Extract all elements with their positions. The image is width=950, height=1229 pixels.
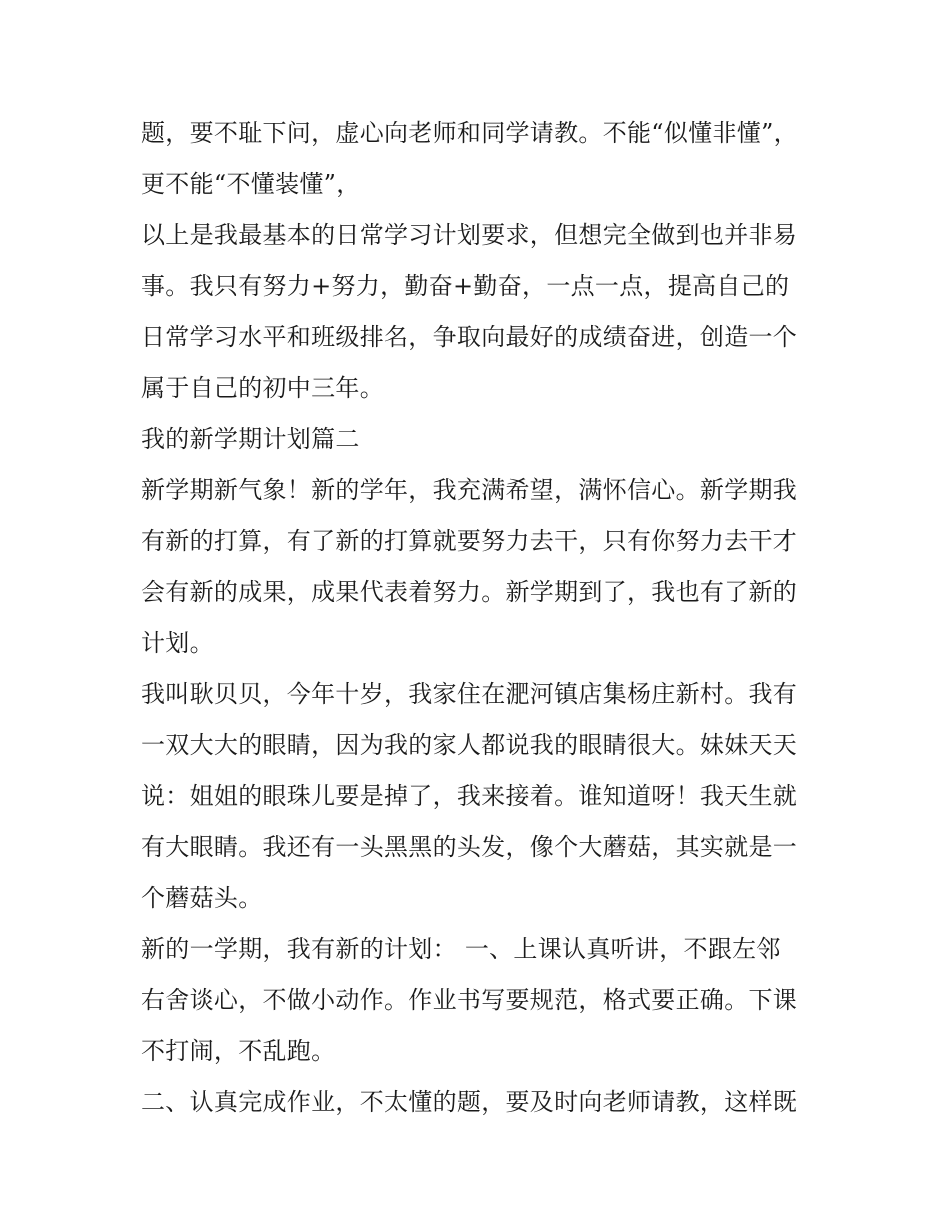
text-line: 日常学习水平和班级排名，争取向最好的成绩奋进，创造一个 [141,323,798,351]
text-line: 事。我只有努力+努力，勤奋+勤奋，一点一点，提高自己的 [141,272,790,300]
text-line: 有新的打算，有了新的打算就要努力去干，只有你努力去干才 [141,527,798,555]
text-line: 有大眼睛。我还有一头黑黑的头发，像个大蘑菇，其实就是一 [141,833,798,861]
text-line: 会有新的成果，成果代表着努力。新学期到了，我也有了新的 [141,578,798,606]
text-line: 计划。 [141,629,214,657]
text-line: 一双大大的眼睛，因为我的家人都说我的眼睛很大。妹妹天天 [141,731,798,759]
text-line: 更不能“不懂装懂”， [141,170,361,198]
text-line: 新的一学期，我有新的计划： 一、上课认真听讲，不跟左邻 [141,935,781,963]
section-heading: 我的新学期计划篇二 [141,425,360,453]
document-body [141,108,821,1128]
text-line: 右舍谈心，不做小动作。作业书写要规范，格式要正确。下课 [141,986,798,1014]
text-line: 属于自己的初中三年。 [141,374,384,402]
text-line: 以上是我最基本的日常学习计划要求，但想完全做到也并非易 [141,221,798,249]
text-line: 新学期新气象！新的学年，我充满希望，满怀信心。新学期我 [141,476,798,504]
text-line: 题，要不耻下问，虚心向老师和同学请教。不能“似懂非懂”， [141,119,798,147]
text-line: 说：姐姐的眼珠儿要是掉了，我来接着。谁知道呀！我天生就 [141,782,798,810]
text-line: 二、认真完成作业，不太懂的题，要及时向老师请教，这样既 [141,1088,798,1116]
text-line: 我叫耿贝贝，今年十岁，我家住在淝河镇店集杨庄新村。我有 [141,680,798,708]
text-line: 不打闹，不乱跑。 [141,1037,336,1065]
text-line: 个蘑菇头。 [141,884,263,912]
